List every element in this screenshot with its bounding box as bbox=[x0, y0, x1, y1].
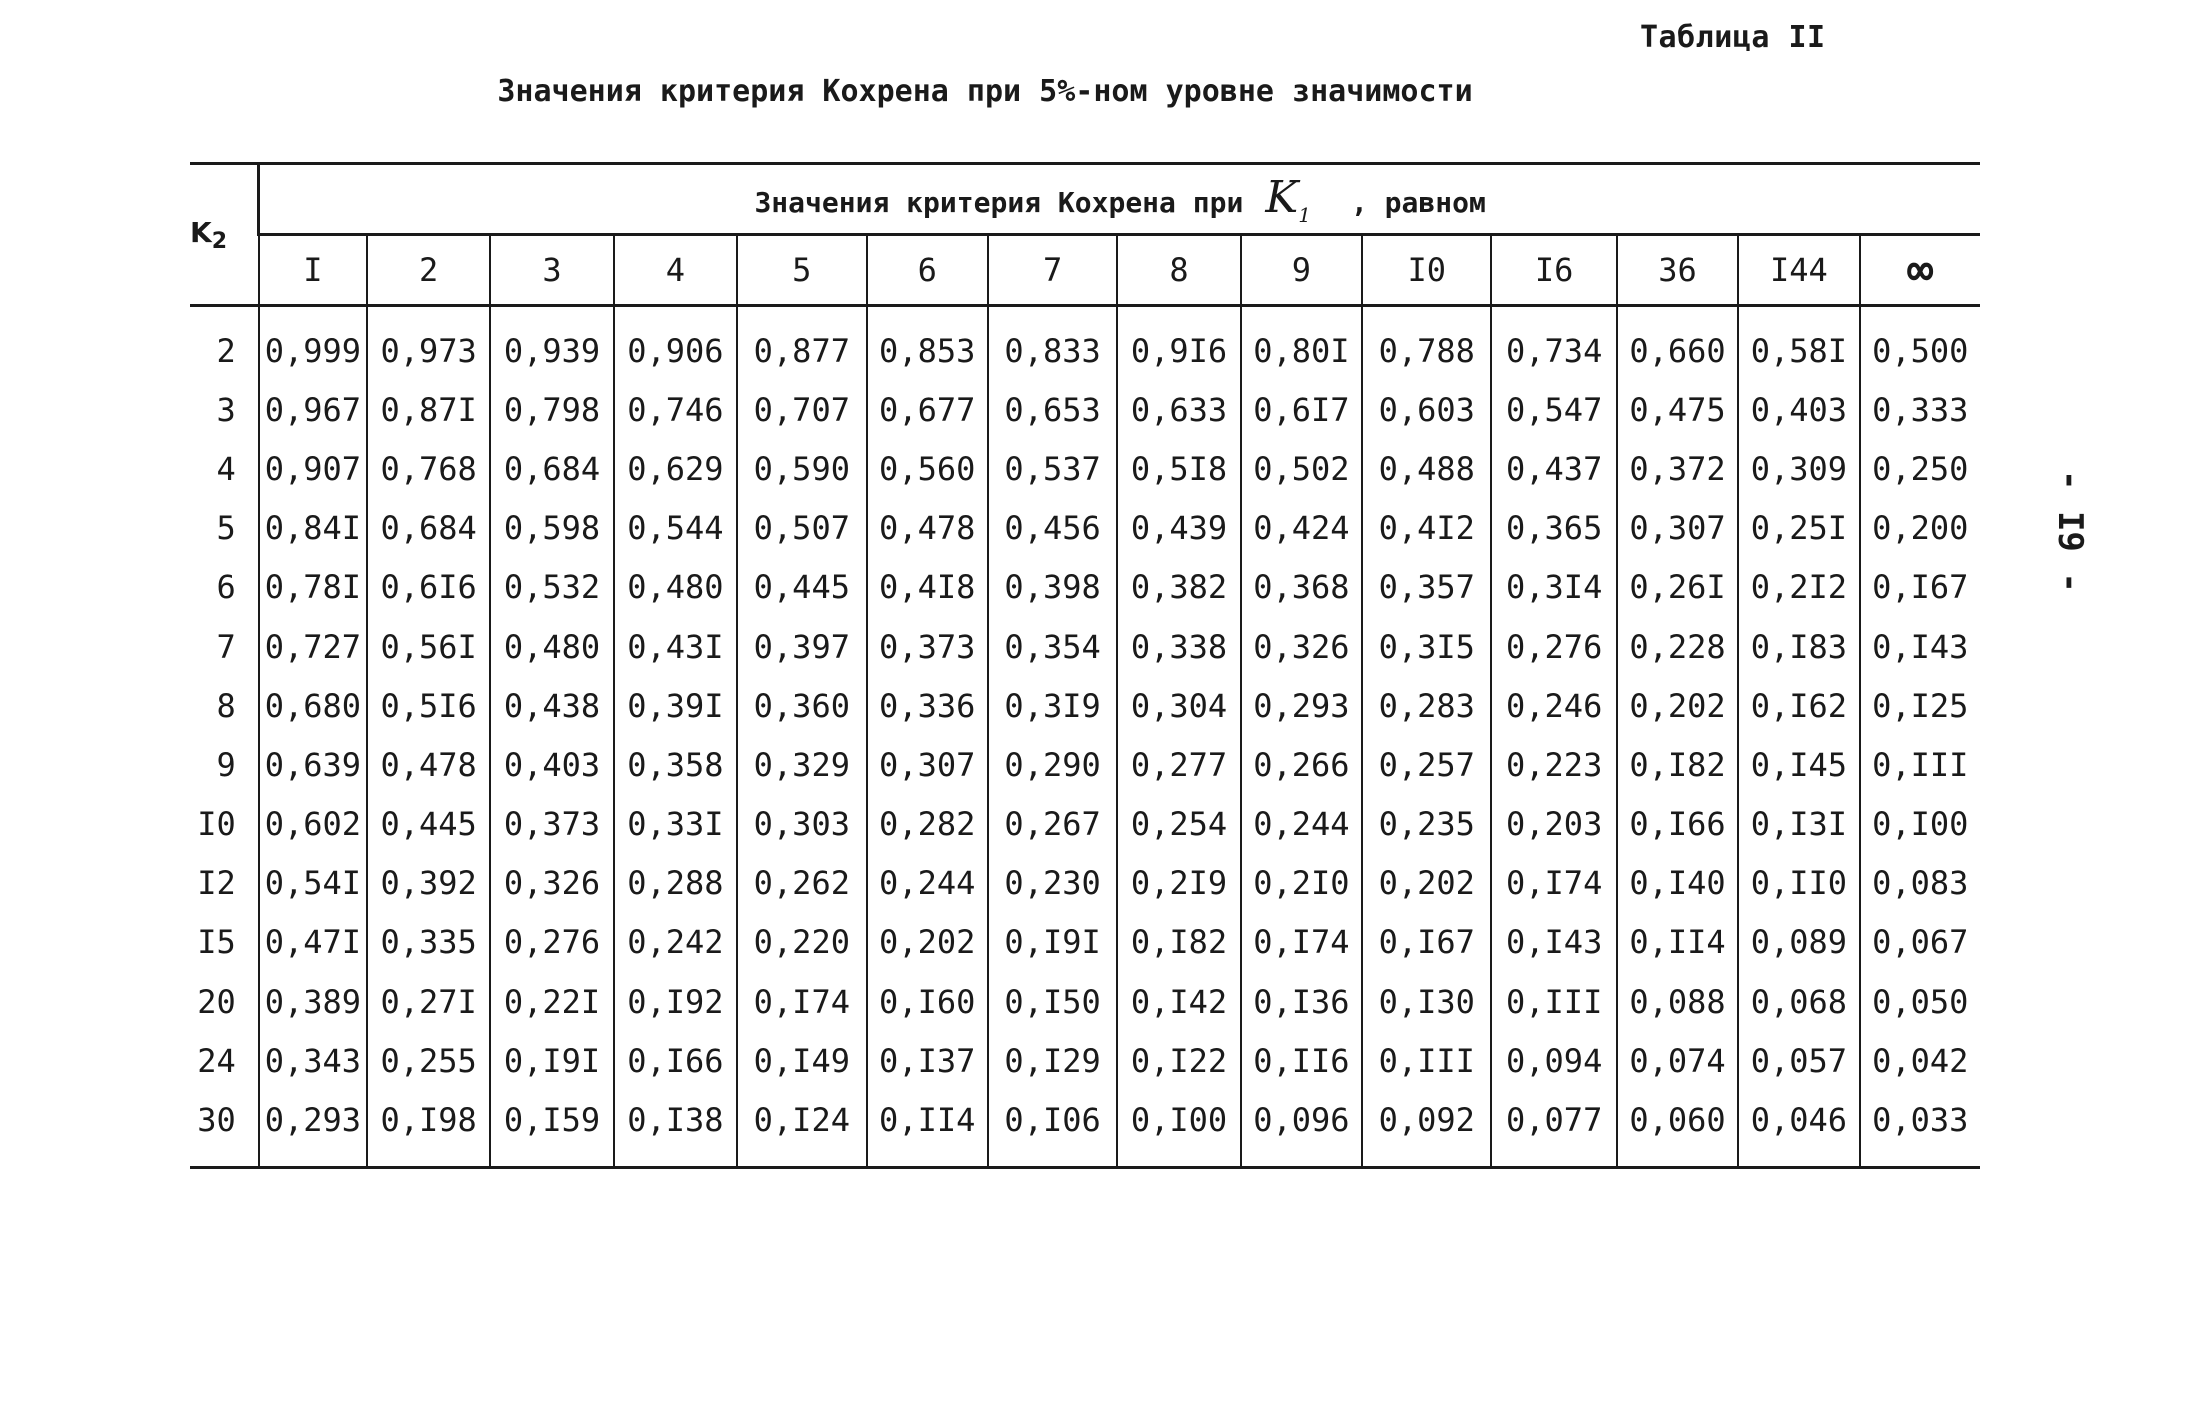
row-header-k2: 30 bbox=[190, 1090, 259, 1167]
table-cell: 0,I60 bbox=[867, 972, 988, 1031]
table-cell: 0,246 bbox=[1491, 676, 1616, 735]
table-cell: 0,78I bbox=[259, 558, 367, 617]
table-cell: 0,544 bbox=[614, 499, 737, 558]
column-header-k1: ∞ bbox=[1860, 235, 1980, 306]
table-cell: 0,639 bbox=[259, 735, 367, 794]
table-cell: 0,I36 bbox=[1241, 972, 1362, 1031]
table-cell: 0,939 bbox=[490, 306, 613, 381]
row-header-k2: 9 bbox=[216, 745, 236, 784]
table-cell: 0,4I2 bbox=[1362, 499, 1491, 558]
table-cell: 0,2I9 bbox=[1117, 854, 1240, 913]
table-cell: 0,967 bbox=[259, 380, 367, 439]
table-row bbox=[190, 913, 1980, 972]
table-cell: 0,I82 bbox=[1617, 735, 1738, 794]
table-cell: 0,I50 bbox=[988, 972, 1117, 1031]
table-row bbox=[190, 795, 1980, 854]
table-row bbox=[190, 854, 1980, 913]
table-cell: 0,727 bbox=[259, 617, 367, 676]
column-header-k1: 36 bbox=[1617, 235, 1738, 306]
table-cell: 0,I38 bbox=[614, 1090, 737, 1167]
table-cell: 0,244 bbox=[867, 854, 988, 913]
table-cell: 0,87I bbox=[367, 380, 490, 439]
row-header-k2: I0 bbox=[197, 805, 236, 844]
table-cell: 0,373 bbox=[490, 795, 613, 854]
table-cell: 0,I42 bbox=[1117, 972, 1240, 1031]
table-cell: 0,I66 bbox=[1617, 795, 1738, 854]
table-cell: 0,3I5 bbox=[1362, 617, 1491, 676]
row-header-k2: 6 bbox=[216, 568, 236, 607]
table-cell: 0,288 bbox=[614, 854, 737, 913]
table-cell: 0,746 bbox=[614, 380, 737, 439]
table-cell: 0,203 bbox=[1491, 795, 1616, 854]
table-cell: 0,54I bbox=[259, 854, 367, 913]
table-cell: 0,I06 bbox=[988, 1090, 1117, 1167]
table-cell: 0,I67 bbox=[1860, 558, 1980, 617]
table-cell: 0,282 bbox=[867, 795, 988, 854]
table-cell: 0,I82 bbox=[1117, 913, 1240, 972]
header-row-columns bbox=[190, 235, 1980, 306]
row-header-k2: 8 bbox=[216, 686, 236, 725]
table-cell: 0,358 bbox=[614, 735, 737, 794]
table-row bbox=[190, 1031, 1980, 1090]
table-cell: 0,I25 bbox=[1860, 676, 1980, 735]
table-cell: 0,060 bbox=[1617, 1090, 1738, 1167]
table-cell: 0,403 bbox=[490, 735, 613, 794]
table-cell: 0,I62 bbox=[1738, 676, 1859, 735]
table-cell: 0,228 bbox=[1617, 617, 1738, 676]
table-cell: 0,999 bbox=[259, 306, 367, 381]
table-cell: 0,373 bbox=[867, 617, 988, 676]
table-cell: 0,456 bbox=[988, 499, 1117, 558]
span-title-header bbox=[259, 164, 1980, 235]
span-title-before: Значения критерия Кохрена при bbox=[754, 185, 1244, 219]
table-row bbox=[190, 306, 1980, 381]
table-cell: 0,304 bbox=[1117, 676, 1240, 735]
table-cell: 0,088 bbox=[1617, 972, 1738, 1031]
table-cell: 0,445 bbox=[737, 558, 866, 617]
table-cell: 0,368 bbox=[1241, 558, 1362, 617]
table-cell: 0,560 bbox=[867, 439, 988, 498]
table-cell: 0,439 bbox=[1117, 499, 1240, 558]
column-header-k1: 3 bbox=[490, 235, 613, 306]
table-cell: 0,602 bbox=[259, 795, 367, 854]
table-cell: 0,660 bbox=[1617, 306, 1738, 381]
table-cell: 0,684 bbox=[490, 439, 613, 498]
table-cell: 0,853 bbox=[867, 306, 988, 381]
table-cell: 0,382 bbox=[1117, 558, 1240, 617]
table-row bbox=[190, 558, 1980, 617]
table-cell: 0,398 bbox=[988, 558, 1117, 617]
table-cell: 0,I66 bbox=[614, 1031, 737, 1090]
table-cell: 0,262 bbox=[737, 854, 866, 913]
table-cell: 0,26I bbox=[1617, 558, 1738, 617]
table-cell: 0,094 bbox=[1491, 1031, 1616, 1090]
table-row bbox=[190, 380, 1980, 439]
table-number: Таблица II bbox=[1640, 20, 1826, 55]
table-cell: 0,092 bbox=[1362, 1090, 1491, 1167]
row-header-k2: 3 bbox=[216, 390, 236, 429]
table-cell: 0,707 bbox=[737, 380, 866, 439]
table-cell: 0,360 bbox=[737, 676, 866, 735]
table-cell: 0,257 bbox=[1362, 735, 1491, 794]
table-cell: 0,074 bbox=[1617, 1031, 1738, 1090]
table-cell: 0,507 bbox=[737, 499, 866, 558]
table-cell: 0,255 bbox=[367, 1031, 490, 1090]
table-cell: 0,290 bbox=[988, 735, 1117, 794]
table-cell: 0,III bbox=[1491, 972, 1616, 1031]
table-cell: 0,973 bbox=[367, 306, 490, 381]
table-cell: 0,788 bbox=[1362, 306, 1491, 381]
table-cell: 0,I49 bbox=[737, 1031, 866, 1090]
table-cell: 0,397 bbox=[737, 617, 866, 676]
table-cell: 0,84I bbox=[259, 499, 367, 558]
table-cell: 0,500 bbox=[1860, 306, 1980, 381]
table-cell: 0,307 bbox=[867, 735, 988, 794]
table-cell: 0,329 bbox=[737, 735, 866, 794]
table-cell: 0,235 bbox=[1362, 795, 1491, 854]
table-cell: 0,629 bbox=[614, 439, 737, 498]
table-cell: 0,798 bbox=[490, 380, 613, 439]
table-cell: 0,5I8 bbox=[1117, 439, 1240, 498]
table-cell: 0,I43 bbox=[1491, 913, 1616, 972]
table-cell: 0,833 bbox=[988, 306, 1117, 381]
table-cell: 0,I29 bbox=[988, 1031, 1117, 1090]
table-cell: 0,680 bbox=[259, 676, 367, 735]
table-cell: 0,I37 bbox=[867, 1031, 988, 1090]
table-cell: 0,089 bbox=[1738, 913, 1859, 972]
table-cell: 0,335 bbox=[367, 913, 490, 972]
table-cell: 0,276 bbox=[490, 913, 613, 972]
table-cell: 0,354 bbox=[988, 617, 1117, 676]
table-cell: 0,47I bbox=[259, 913, 367, 972]
table-cell: 0,906 bbox=[614, 306, 737, 381]
table-cell: 0,43I bbox=[614, 617, 737, 676]
table-cell: 0,480 bbox=[614, 558, 737, 617]
table-cell: 0,223 bbox=[1491, 735, 1616, 794]
table-cell: 0,5I6 bbox=[367, 676, 490, 735]
row-header-k2: 7 bbox=[216, 627, 236, 666]
table-cell: 0,083 bbox=[1860, 854, 1980, 913]
table-cell: 0,I24 bbox=[737, 1090, 866, 1167]
table-cell: 0,I83 bbox=[1738, 617, 1859, 676]
table-cell: 0,478 bbox=[867, 499, 988, 558]
table-cell: 0,326 bbox=[1241, 617, 1362, 676]
k1-symbol bbox=[1243, 171, 1351, 227]
table-cell: 0,438 bbox=[490, 676, 613, 735]
table-cell: 0,734 bbox=[1491, 306, 1616, 381]
table-cell: 0,III bbox=[1362, 1031, 1491, 1090]
table-cell: 0,293 bbox=[1241, 676, 1362, 735]
table-cell: 0,2I0 bbox=[1241, 854, 1362, 913]
table-cell: 0,242 bbox=[614, 913, 737, 972]
table-cell: 0,488 bbox=[1362, 439, 1491, 498]
table-cell: 0,096 bbox=[1241, 1090, 1362, 1167]
table-cell: 0,I43 bbox=[1860, 617, 1980, 676]
table-cell: 0,202 bbox=[1362, 854, 1491, 913]
row-header-k2: 20 bbox=[197, 982, 236, 1021]
table-cell: 0,598 bbox=[490, 499, 613, 558]
table-cell: 0,547 bbox=[1491, 380, 1616, 439]
table-row bbox=[190, 617, 1980, 676]
column-header-k1: I0 bbox=[1362, 235, 1491, 306]
table-cell: 0,220 bbox=[737, 913, 866, 972]
column-header-k1: 2 bbox=[367, 235, 490, 306]
table-cell: 0,502 bbox=[1241, 439, 1362, 498]
k2-letter: K bbox=[190, 215, 212, 249]
span-title-after: , равном bbox=[1350, 185, 1486, 219]
table-body bbox=[190, 306, 1980, 1168]
row-header-k2: 24 bbox=[197, 1041, 236, 1080]
table-row bbox=[190, 676, 1980, 735]
table-cell: 0,338 bbox=[1117, 617, 1240, 676]
table-cell: 0,067 bbox=[1860, 913, 1980, 972]
table-cell: 0,58I bbox=[1738, 306, 1859, 381]
table-cell: 0,27I bbox=[367, 972, 490, 1031]
table-cell: 0,403 bbox=[1738, 380, 1859, 439]
table-cell: 0,633 bbox=[1117, 380, 1240, 439]
table-cell: 0,603 bbox=[1362, 380, 1491, 439]
table-cell: 0,II4 bbox=[1617, 913, 1738, 972]
table-cell: 0,I45 bbox=[1738, 735, 1859, 794]
table-cell: 0,537 bbox=[988, 439, 1117, 498]
table-cell: 0,677 bbox=[867, 380, 988, 439]
table-cell: 0,25I bbox=[1738, 499, 1859, 558]
table-cell: 0,365 bbox=[1491, 499, 1616, 558]
row-header-k2: I5 bbox=[197, 923, 236, 962]
table-cell: 0,II0 bbox=[1738, 854, 1859, 913]
table-cell: 0,3I9 bbox=[988, 676, 1117, 735]
table-cell: 0,267 bbox=[988, 795, 1117, 854]
row-header-k2: 4 bbox=[216, 449, 236, 488]
table-cell: 0,2I2 bbox=[1738, 558, 1859, 617]
table-cell: 0,309 bbox=[1738, 439, 1859, 498]
table-cell: 0,046 bbox=[1738, 1090, 1859, 1167]
column-header-k1: 8 bbox=[1117, 235, 1240, 306]
table-cell: 0,392 bbox=[367, 854, 490, 913]
table-cell: 0,4I8 bbox=[867, 558, 988, 617]
table-cell: 0,6I6 bbox=[367, 558, 490, 617]
table-row bbox=[190, 1090, 1980, 1167]
k2-subscript: 2 bbox=[211, 228, 228, 254]
table-cell: 0,283 bbox=[1362, 676, 1491, 735]
cochran-table-container bbox=[190, 162, 1980, 1169]
table-cell: 0,907 bbox=[259, 439, 367, 498]
table-cell: 0,266 bbox=[1241, 735, 1362, 794]
table-cell: 0,I9I bbox=[490, 1031, 613, 1090]
table-cell: 0,276 bbox=[1491, 617, 1616, 676]
column-header-k1: 6 bbox=[867, 235, 988, 306]
page-number: - I9 - bbox=[2050, 470, 2090, 593]
table-cell: 0,333 bbox=[1860, 380, 1980, 439]
table-cell: 0,202 bbox=[867, 913, 988, 972]
table-cell: 0,39I bbox=[614, 676, 737, 735]
table-cell: 0,22I bbox=[490, 972, 613, 1031]
table-cell: 0,200 bbox=[1860, 499, 1980, 558]
table-cell: 0,424 bbox=[1241, 499, 1362, 558]
k2-header bbox=[190, 164, 259, 306]
table-cell: 0,I67 bbox=[1362, 913, 1491, 972]
column-header-k1: 7 bbox=[988, 235, 1117, 306]
table-cell: 0,I9I bbox=[988, 913, 1117, 972]
table-cell: 0,057 bbox=[1738, 1031, 1859, 1090]
table-cell: 0,326 bbox=[490, 854, 613, 913]
column-header-k1: 4 bbox=[614, 235, 737, 306]
table-cell: 0,042 bbox=[1860, 1031, 1980, 1090]
table-row bbox=[190, 735, 1980, 794]
column-header-k1: 5 bbox=[737, 235, 866, 306]
cochran-criterion-table bbox=[190, 162, 1980, 1169]
table-cell: 0,I59 bbox=[490, 1090, 613, 1167]
table-cell: 0,I00 bbox=[1117, 1090, 1240, 1167]
table-cell: 0,6I7 bbox=[1241, 380, 1362, 439]
table-cell: 0,I74 bbox=[1241, 913, 1362, 972]
table-cell: 0,478 bbox=[367, 735, 490, 794]
table-cell: 0,480 bbox=[490, 617, 613, 676]
table-cell: 0,389 bbox=[259, 972, 367, 1031]
column-header-k1: I6 bbox=[1491, 235, 1616, 306]
column-header-k1: I44 bbox=[1738, 235, 1859, 306]
table-cell: 0,I40 bbox=[1617, 854, 1738, 913]
table-cell: 0,33I bbox=[614, 795, 737, 854]
row-header-k2: I2 bbox=[197, 864, 236, 903]
table-cell: 0,230 bbox=[988, 854, 1117, 913]
table-cell: 0,I98 bbox=[367, 1090, 490, 1167]
table-row bbox=[190, 439, 1980, 498]
k1-letter: K bbox=[1265, 171, 1299, 223]
header-row-title bbox=[190, 164, 1980, 235]
column-header-k1: 9 bbox=[1241, 235, 1362, 306]
table-cell: 0,I74 bbox=[1491, 854, 1616, 913]
table-cell: 0,III bbox=[1860, 735, 1980, 794]
table-cell: 0,80I bbox=[1241, 306, 1362, 381]
table-cell: 0,532 bbox=[490, 558, 613, 617]
table-cell: 0,303 bbox=[737, 795, 866, 854]
table-cell: 0,56I bbox=[367, 617, 490, 676]
table-row bbox=[190, 499, 1980, 558]
row-header-k2: 2 bbox=[216, 331, 236, 370]
table-cell: 0,3I4 bbox=[1491, 558, 1616, 617]
table-cell: 0,343 bbox=[259, 1031, 367, 1090]
row-header-k2: 5 bbox=[216, 509, 236, 548]
table-cell: 0,9I6 bbox=[1117, 306, 1240, 381]
table-cell: 0,357 bbox=[1362, 558, 1491, 617]
table-cell: 0,293 bbox=[259, 1090, 367, 1167]
table-cell: 0,I22 bbox=[1117, 1031, 1240, 1090]
table-cell: 0,475 bbox=[1617, 380, 1738, 439]
table-cell: 0,I30 bbox=[1362, 972, 1491, 1031]
k1-subscript: 1 bbox=[1298, 202, 1311, 227]
table-cell: 0,336 bbox=[867, 676, 988, 735]
column-header-k1: I bbox=[259, 235, 367, 306]
table-cell: 0,244 bbox=[1241, 795, 1362, 854]
table-cell: 0,254 bbox=[1117, 795, 1240, 854]
table-cell: 0,768 bbox=[367, 439, 490, 498]
table-cell: 0,445 bbox=[367, 795, 490, 854]
table-cell: 0,068 bbox=[1738, 972, 1859, 1031]
table-cell: 0,II6 bbox=[1241, 1031, 1362, 1090]
table-cell: 0,307 bbox=[1617, 499, 1738, 558]
table-cell: 0,I3I bbox=[1738, 795, 1859, 854]
table-cell: 0,277 bbox=[1117, 735, 1240, 794]
table-cell: 0,653 bbox=[988, 380, 1117, 439]
table-cell: 0,050 bbox=[1860, 972, 1980, 1031]
table-cell: 0,I00 bbox=[1860, 795, 1980, 854]
table-cell: 0,077 bbox=[1491, 1090, 1616, 1167]
table-cell: 0,877 bbox=[737, 306, 866, 381]
table-cell: 0,250 bbox=[1860, 439, 1980, 498]
table-caption: Значения критерия Кохрена при 5%-ном уровне значимости bbox=[497, 74, 1473, 109]
table-cell: 0,II4 bbox=[867, 1090, 988, 1167]
table-cell: 0,202 bbox=[1617, 676, 1738, 735]
table-row bbox=[190, 972, 1980, 1031]
table-cell: 0,590 bbox=[737, 439, 866, 498]
table-cell: 0,372 bbox=[1617, 439, 1738, 498]
table-cell: 0,I92 bbox=[614, 972, 737, 1031]
table-cell: 0,I74 bbox=[737, 972, 866, 1031]
table-cell: 0,033 bbox=[1860, 1090, 1980, 1167]
table-cell: 0,684 bbox=[367, 499, 490, 558]
table-cell: 0,437 bbox=[1491, 439, 1616, 498]
